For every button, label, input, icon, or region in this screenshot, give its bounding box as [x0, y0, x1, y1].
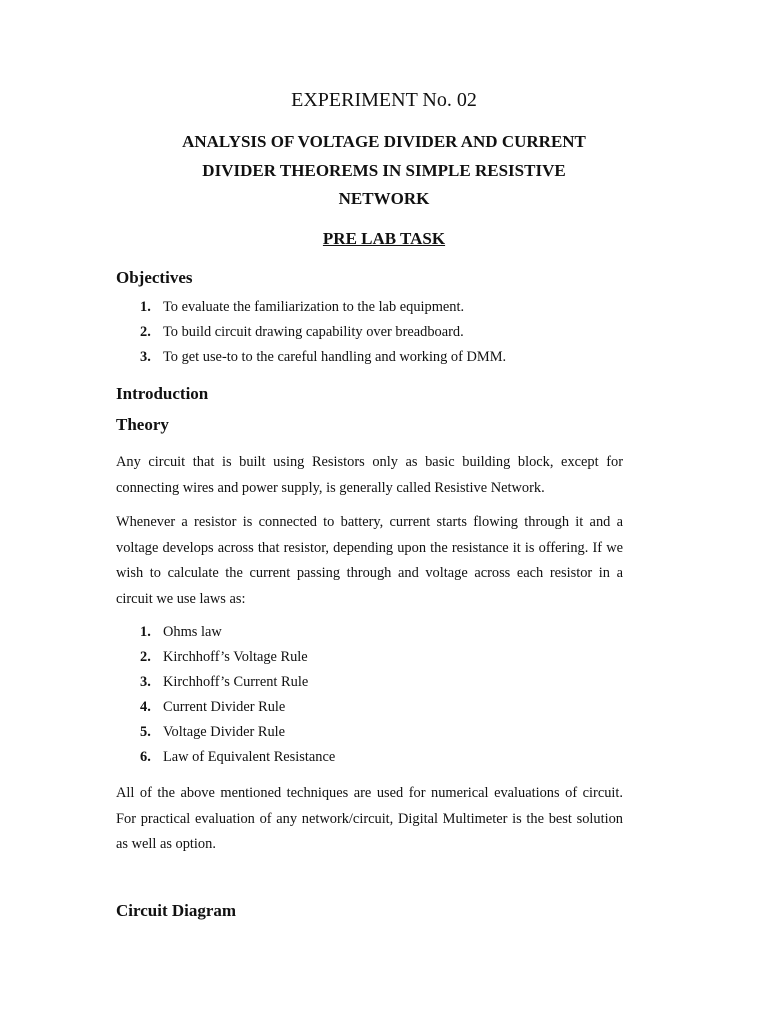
objectives-list	[140, 295, 506, 370]
experiment-subtitle	[140, 128, 628, 214]
law-item	[140, 620, 335, 645]
item-text: To evaluate the familiarization to the lab equipment.	[163, 299, 465, 315]
item-text: Law of Equivalent Resistance	[163, 749, 336, 765]
objective-item	[140, 295, 506, 320]
law-item	[140, 645, 335, 670]
subtitle-line-3: NETWORK	[338, 189, 430, 208]
item-text: Ohms law	[163, 624, 222, 640]
item-number: 3.	[140, 349, 151, 365]
introduction-heading: Introduction	[116, 384, 209, 403]
subtitle-line-1: ANALYSIS OF VOLTAGE DIVIDER AND CURRENT	[182, 132, 586, 151]
pre-lab-heading: PRE LAB TASK	[322, 229, 446, 248]
law-item	[140, 745, 335, 770]
item-number: 5.	[140, 724, 151, 740]
item-text: Kirchhoff’s Voltage Rule	[163, 649, 308, 665]
item-number: 4.	[140, 699, 151, 715]
subtitle-line-2: DIVIDER THEOREMS IN SIMPLE RESISTIVE	[202, 160, 566, 180]
objectives-heading: Objectives	[116, 268, 193, 287]
law-item	[140, 720, 335, 745]
objective-item	[140, 320, 506, 345]
theory-heading: Theory	[116, 415, 169, 434]
laws-list	[140, 620, 335, 770]
item-number: 6.	[140, 749, 151, 765]
experiment-title: EXPERIMENT No. 02	[291, 89, 477, 111]
law-item	[140, 670, 335, 695]
item-number: 1.	[140, 624, 151, 640]
item-text: To build circuit drawing capability over breadboard.	[163, 324, 464, 340]
item-text: Kirchhoff’s Current Rule	[163, 674, 309, 690]
objective-item	[140, 345, 506, 370]
circuit-diagram-heading: Circuit Diagram	[116, 901, 237, 920]
item-text: Voltage Divider Rule	[163, 724, 286, 740]
item-number: 3.	[140, 674, 151, 690]
item-number: 2.	[140, 324, 151, 340]
item-text: To get use-to to the careful handling and working of DMM.	[163, 349, 507, 365]
law-item	[140, 695, 335, 720]
item-number: 2.	[140, 649, 151, 665]
theory-paragraph-1: Any circuit that is built using Resistors only as basic building block, except for connecting wires and power supply, is generally called Resistive Network.	[116, 454, 623, 496]
theory-paragraph-2: Whenever a resistor is connected to battery, current starts flowing through it and a voltage develops across that resistor, depending upon the resistance it is offering. If we wish to calculate the current passing through and voltage across each resistor in a circuit we use laws as:	[116, 514, 623, 607]
theory-paragraph-3: All of the above mentioned techniques are used for numerical evaluations of circuit. For practical evaluation of any network/circuit, Digital Multimeter is the best solution as well as option.	[116, 785, 623, 852]
item-text: Current Divider Rule	[163, 699, 286, 715]
item-number: 1.	[140, 299, 151, 315]
